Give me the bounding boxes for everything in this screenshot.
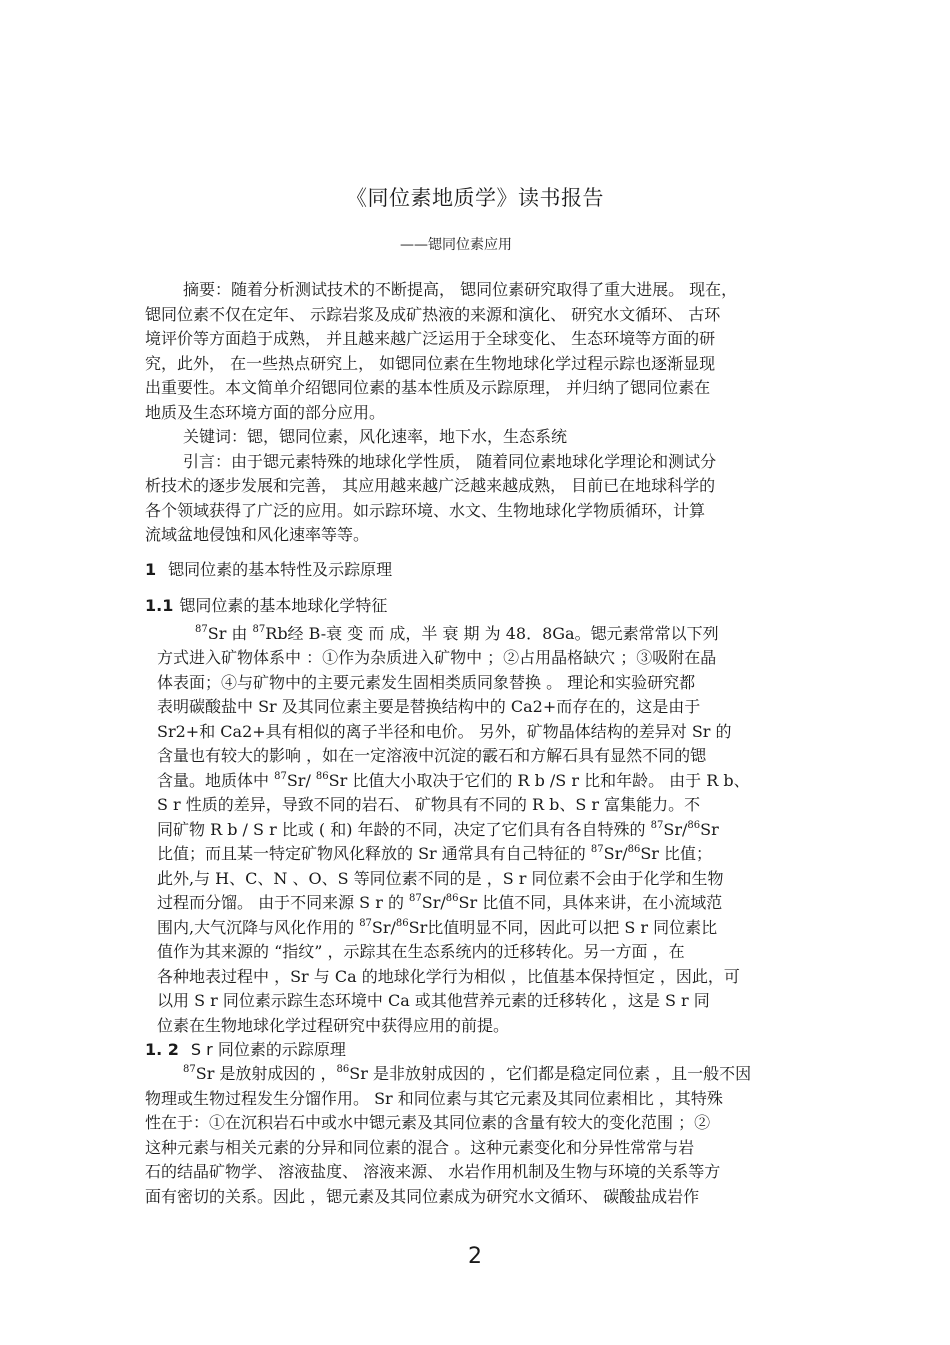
text-line: 过程而分馏。 由于不同来源 S r 的 $^{87}$Sr/$^{86}$Sr 比值不同，具体来讲，在小流域范	[157, 893, 723, 912]
page-number: 2	[468, 1244, 482, 1269]
keywords-paragraph	[145, 425, 810, 450]
text-line: 物理或生物过程发生分馏作用。 Sr 和同位素与其它元素及其同位素相比 ，其特殊	[145, 1088, 723, 1108]
text-line: 石的结晶矿物学、 溶液盐度、 溶液来源、 水岩作用机制及生物与环境的关系等方	[145, 1162, 721, 1181]
page-title: 《同位素地质学》读书报告	[346, 186, 604, 210]
text-line: 境评价等方面趋于成熟， 并且越来越广泛运用于全球变化、 生态环境等方面的研	[145, 329, 716, 348]
text-line: 含量也有较大的影响 ，如在一定溶液中沉淀的霰石和方解石具有显然不同的锶	[157, 746, 707, 765]
text-line: 性在于：①在沉积岩石中或水中锶元素及其同位素的含量有较大的变化范围 ；②	[145, 1113, 711, 1132]
text-line: 含量。地质体中 $^{87}$Sr/ $^{86}$Sr 比值大小取决于它们的 R b /S r 比和年龄。 由于 R b、	[157, 770, 750, 790]
text-line: 摘要：随着分析测试技术的不断提高， 锶同位素研究取得了重大进展。 现在，	[183, 280, 738, 299]
text-line: $^{87}$Sr 由 $^{87}$Rb经 B-衰 变 而 成，半 衰 期 为 48．8Ga。锶元素常常以下列	[195, 623, 719, 643]
section-heading-1-1	[145, 594, 810, 618]
text-line: 引言：由于锶元素特殊的地球化学性质， 随着同位素地球化学理论和测试分	[183, 451, 717, 471]
text-line: 体表面；④与矿物中的主要元素发生固相类质同象替换 。 理论和实验研究都	[157, 672, 696, 692]
text-line: 方式进入矿物体系中 ：①作为杂质进入矿物中 ；②占用晶格缺穴 ；③吸附在晶	[157, 648, 717, 667]
text-line: 析技术的逐步发展和完善， 其应用越来越广泛越来越成熟， 目前已在地球科学的	[145, 476, 716, 495]
keywords-line: 关键词：锶，锶同位素，风化速率，地下水，生态系统	[183, 427, 568, 446]
text-line: $^{87}$Sr 是放射成因的 ，$^{86}$Sr 是非放射成因的 ，它们都是稳定同位素 ，且一般不因	[183, 1064, 752, 1083]
text-line: 这种元素与相关元素的分异和同位素的混合 。这种元素变化和分异性常常与岩	[145, 1137, 695, 1157]
section-title: 锶同位素的基本特性及示踪原理	[168, 559, 393, 579]
text-line: 以用 S r 同位素示踪生态环境中 Ca 或其他营养元素的迁移转化 ，这是 S r 同	[157, 991, 710, 1010]
abstract-paragraph	[145, 278, 810, 425]
section-heading-1-2	[145, 1038, 810, 1062]
section-heading-1	[145, 558, 810, 582]
section-number: 1.1	[145, 595, 174, 615]
document-body	[145, 278, 810, 1209]
text-line: 锶同位素不仅在定年、 示踪岩浆及成矿热液的来源和演化、 研究水文循环、 古环	[145, 304, 721, 324]
text-line: 围内,大气沉降与风化作用的 $^{87}$Sr/$^{86}$Sr比值明显不同，因此可以把 S r 同位素比	[157, 917, 718, 937]
section-1-1-paragraph	[145, 622, 810, 1039]
text-line: 地质及生态环境方面的部分应用。	[145, 402, 386, 422]
text-line: 面有密切的关系。因此 ，锶元素及其同位素成为研究水文循环、 碳酸盐成岩作	[145, 1186, 700, 1206]
section-title: S r 同位素的示踪原理	[190, 1040, 346, 1059]
section-1-2-paragraph	[145, 1062, 810, 1209]
text-line: Sr2+和 Ca2+具有相似的离子半径和电价。 另外，矿物晶体结构的差异对 Sr 的	[157, 721, 732, 741]
intro-paragraph	[145, 450, 810, 548]
text-line: 各种地表过程中 ，Sr 与 Ca 的地球化学行为相似 ，比值基本保持恒定 ，因此，可	[157, 966, 740, 986]
text-line: S r 性质的差异，导致不同的岩石、 矿物具有不同的 R b、S r 富集能力。不	[157, 795, 701, 814]
text-line: 同矿物 R b / S r 比或 ( 和) 年龄的不同，决定了它们具有各自特殊的 $^{87}$Sr/$^{86}$Sr	[157, 819, 719, 839]
section-number: 1	[145, 559, 157, 579]
text-line: 此外,与 H、C、N 、O、S 等同位素不同的是 ，S r 同位素不会由于化学和生物	[157, 868, 724, 888]
text-line: 各个领域获得了广泛的应用。如示踪环境、水文、生物地球化学物质循环，计算	[145, 500, 706, 520]
text-line: 值作为其来源的 “指纹” ，示踪其在生态系统内的迁移转化。另一方面 ，在	[157, 942, 685, 961]
section-title: 锶同位素的基本地球化学特征	[179, 595, 388, 615]
text-line: 比值；而且某一特定矿物风化释放的 Sr 通常具有自己特征的 $^{87}$Sr/$^{86}$Sr 比值；	[157, 844, 713, 863]
text-line: 表明碳酸盐中 Sr 及其同位素主要是替换结构中的 Ca2+而存在的，这是由于	[157, 697, 701, 716]
text-line: 位素在生物地球化学过程研究中获得应用的前提。	[157, 1015, 510, 1035]
text-line: 究，此外， 在一些热点研究上， 如锶同位素在生物地球化学过程示踪也逐渐显现	[145, 353, 716, 373]
text-line: 流域盆地侵蚀和风化速率等等。	[145, 525, 370, 544]
section-number: 1. 2	[145, 1040, 179, 1059]
page-subtitle: ——锶同位素应用	[400, 237, 512, 253]
text-line: 出重要性。本文简单介绍锶同位素的基本性质及示踪原理， 并归纳了锶同位素在	[145, 378, 711, 397]
